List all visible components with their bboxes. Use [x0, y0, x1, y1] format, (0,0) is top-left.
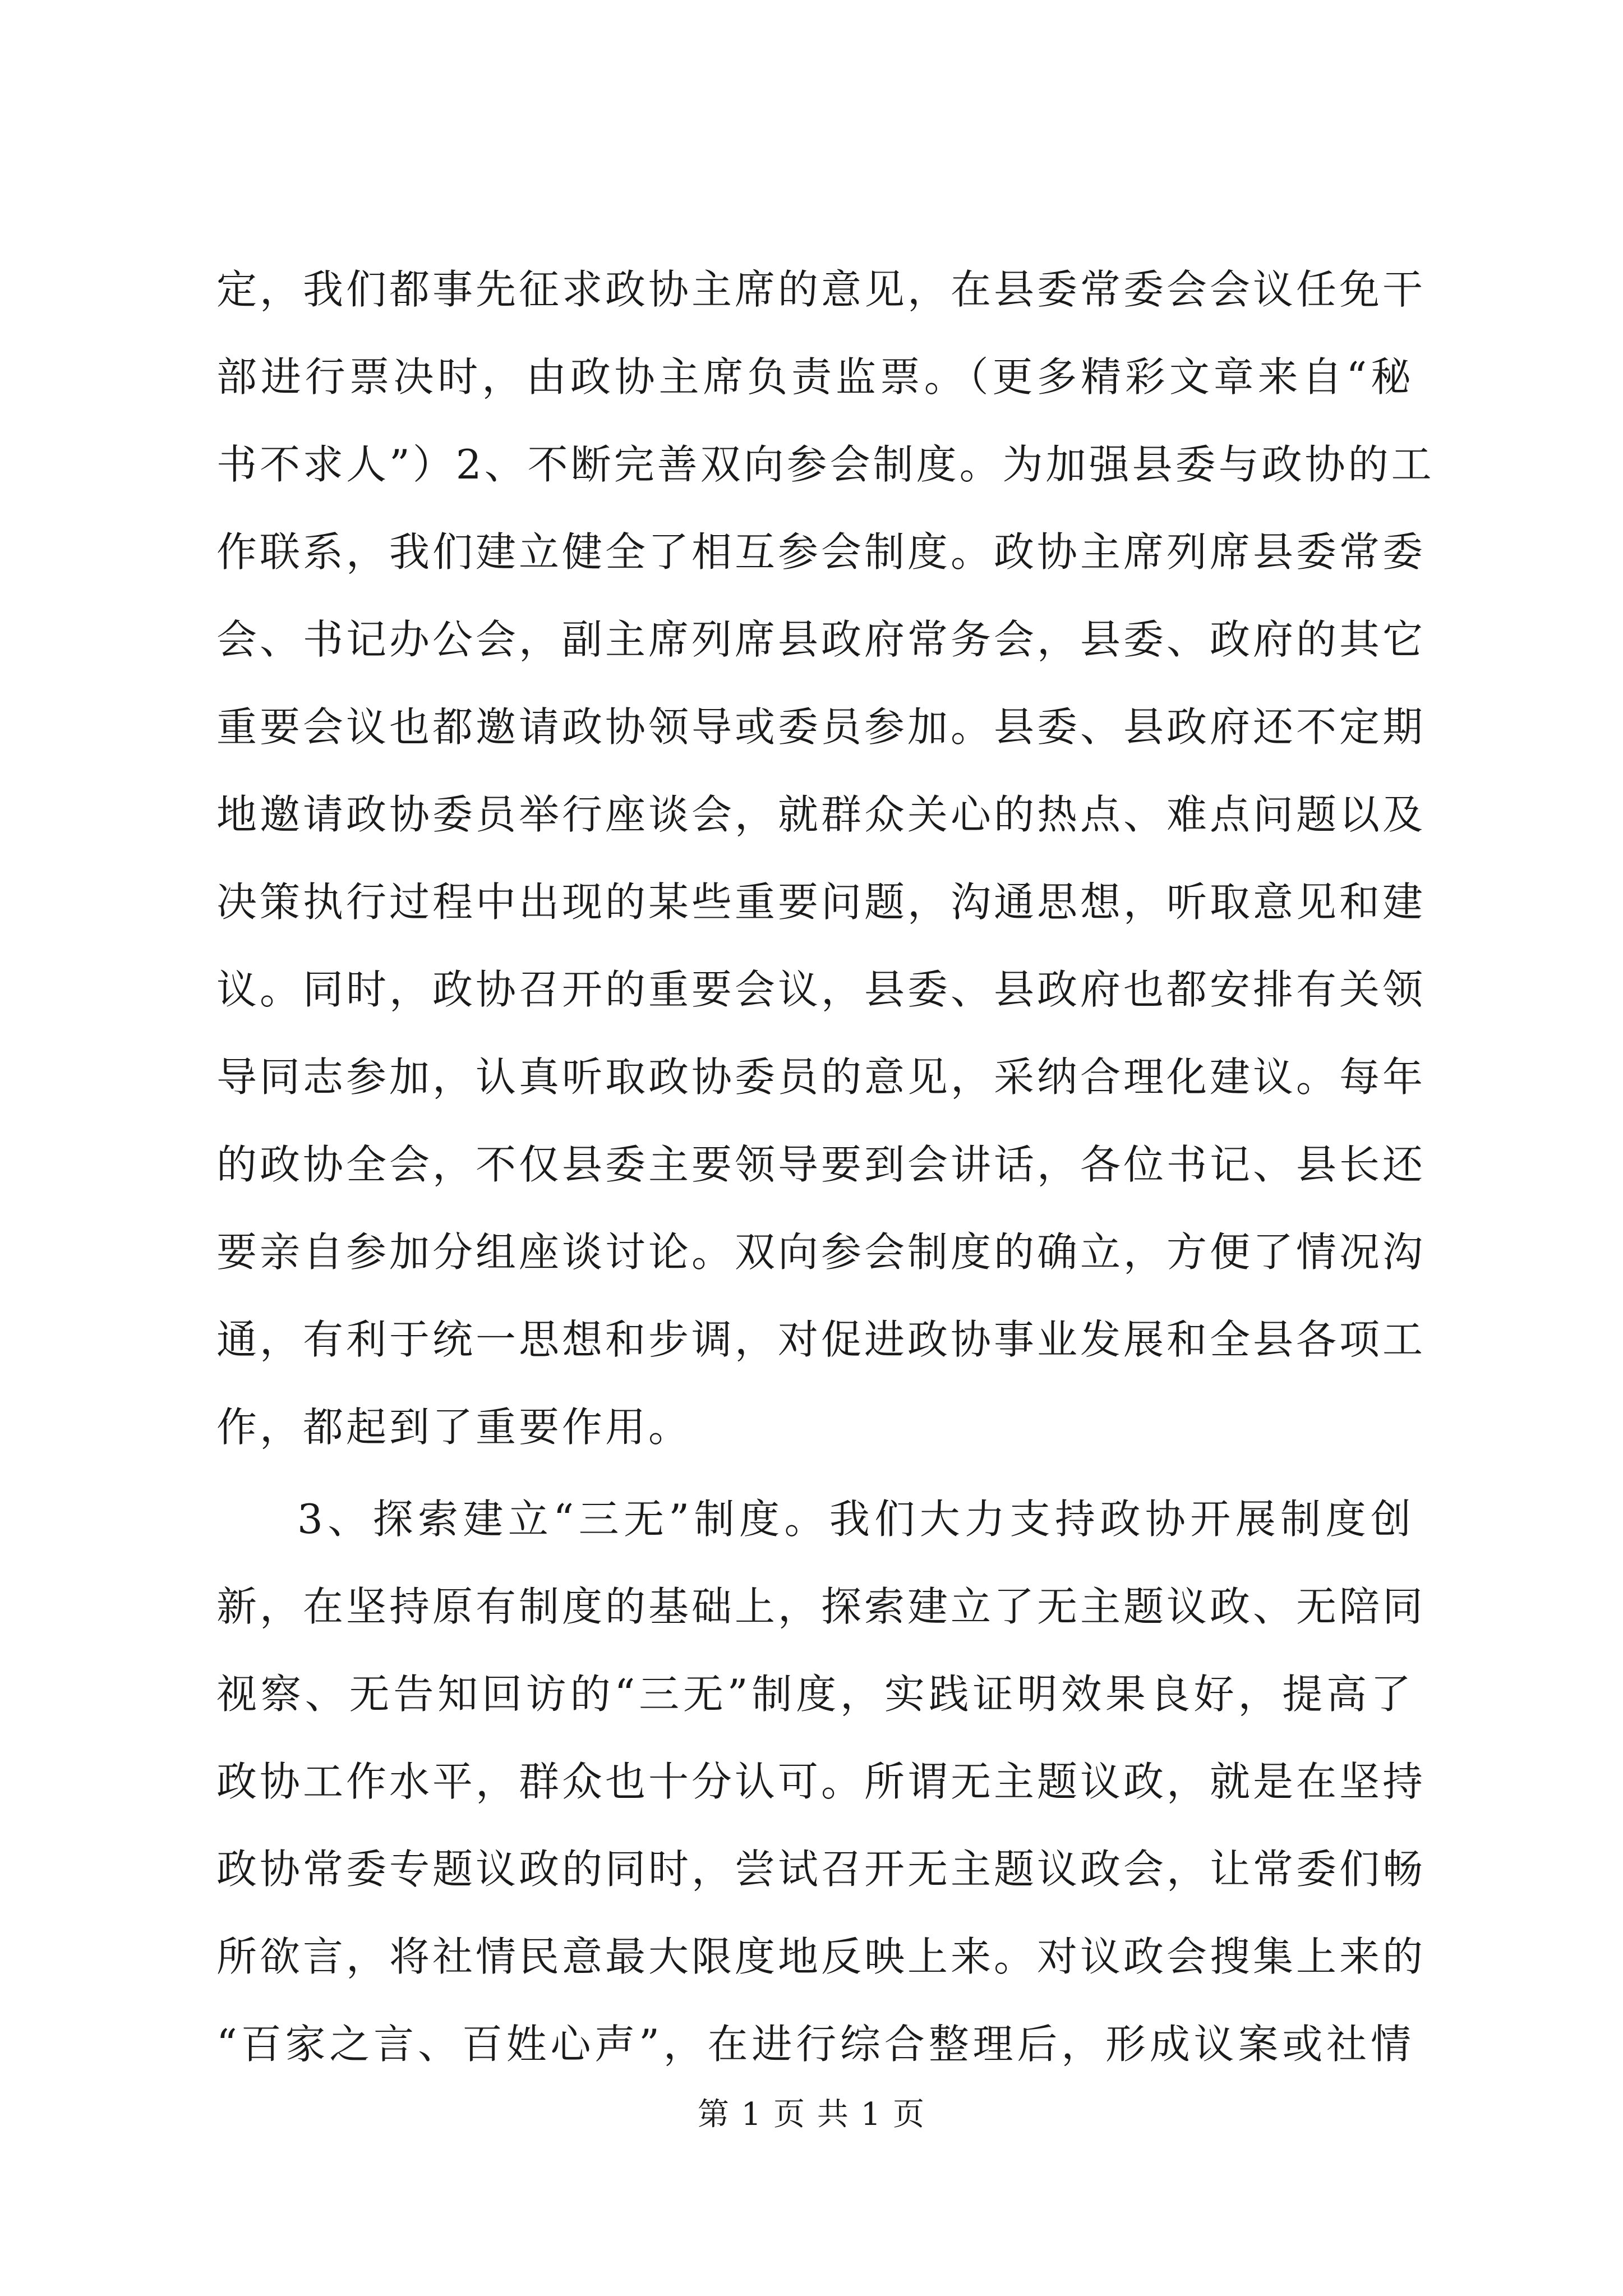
text-line: 定，我们都事先征求政协主席的意见，在县委常委会会议任免干: [216, 266, 1426, 313]
text-line: 决策执行过程中出现的某些重要问题，沟通思想，听取意见和建: [216, 878, 1426, 926]
text-line: 地邀请政协委员举行座谈会，就群众关心的热点、难点问题以及: [216, 791, 1426, 838]
document-body: [216, 246, 1435, 2088]
text-line: 新，在坚持原有制度的基础上，探索建立了无主题议政、无陪同: [216, 1583, 1426, 1630]
text-line: 3、探索建立“三无”制度。我们大力支持政协开展制度创: [297, 1496, 1414, 1543]
paragraph-2: [216, 1475, 1426, 2088]
text-line: 通，有利于统一思想和步调，对促进政协事业发展和全县各项工: [216, 1316, 1426, 1363]
text-line: 所欲言，将社情民意最大限度地反映上来。对议政会搜集上来的: [216, 1933, 1426, 1980]
text-line: 视察、无告知回访的“三无”制度，实践证明效果良好，提高了: [216, 1671, 1414, 1718]
text-line: 政协常委专题议政的同时，尝试召开无主题议政会，让常委们畅: [216, 1846, 1426, 1893]
text-line: 书不求人”）2、不断完善双向参会制度。为加强县委与政协的工: [216, 441, 1435, 488]
text-line: 作，都起到了重要作用。: [216, 1404, 692, 1451]
paragraph-gap: [216, 1471, 1414, 1475]
text-line: 导同志参加，认真听取政协委员的意见，采纳合理化建议。每年: [216, 1053, 1426, 1101]
text-line: 部进行票决时，由政协主席负责监票。（更多精彩文章来自“秘: [216, 353, 1414, 401]
text-line: 议。同时，政协召开的重要会议，县委、县政府也都安排有关领: [216, 966, 1426, 1013]
text-line: 重要会议也都邀请政协领导或委员参加。县委、县政府还不定期: [216, 703, 1426, 751]
text-line: 的政协全会，不仅县委主要领导要到会讲话，各位书记、县长还: [216, 1141, 1426, 1188]
page-number-footer: 第 1 页 共 1 页: [697, 2096, 926, 2133]
text-line: 要亲自参加分组座谈讨论。双向参会制度的确立，方便了情况沟: [216, 1228, 1426, 1276]
text-line: “百家之言、百姓心声”，在进行综合整理后，形成议案或社情: [216, 2021, 1414, 2068]
paragraph-1: [216, 246, 1435, 1471]
text-line: 作联系，我们建立健全了相互参会制度。政协主席列席县委常委: [216, 528, 1426, 576]
text-line: 政协工作水平，群众也十分认可。所谓无主题议政，就是在坚持: [216, 1758, 1426, 1805]
text-line: 会、书记办公会，副主席列席县政府常务会，县委、政府的其它: [216, 616, 1426, 663]
